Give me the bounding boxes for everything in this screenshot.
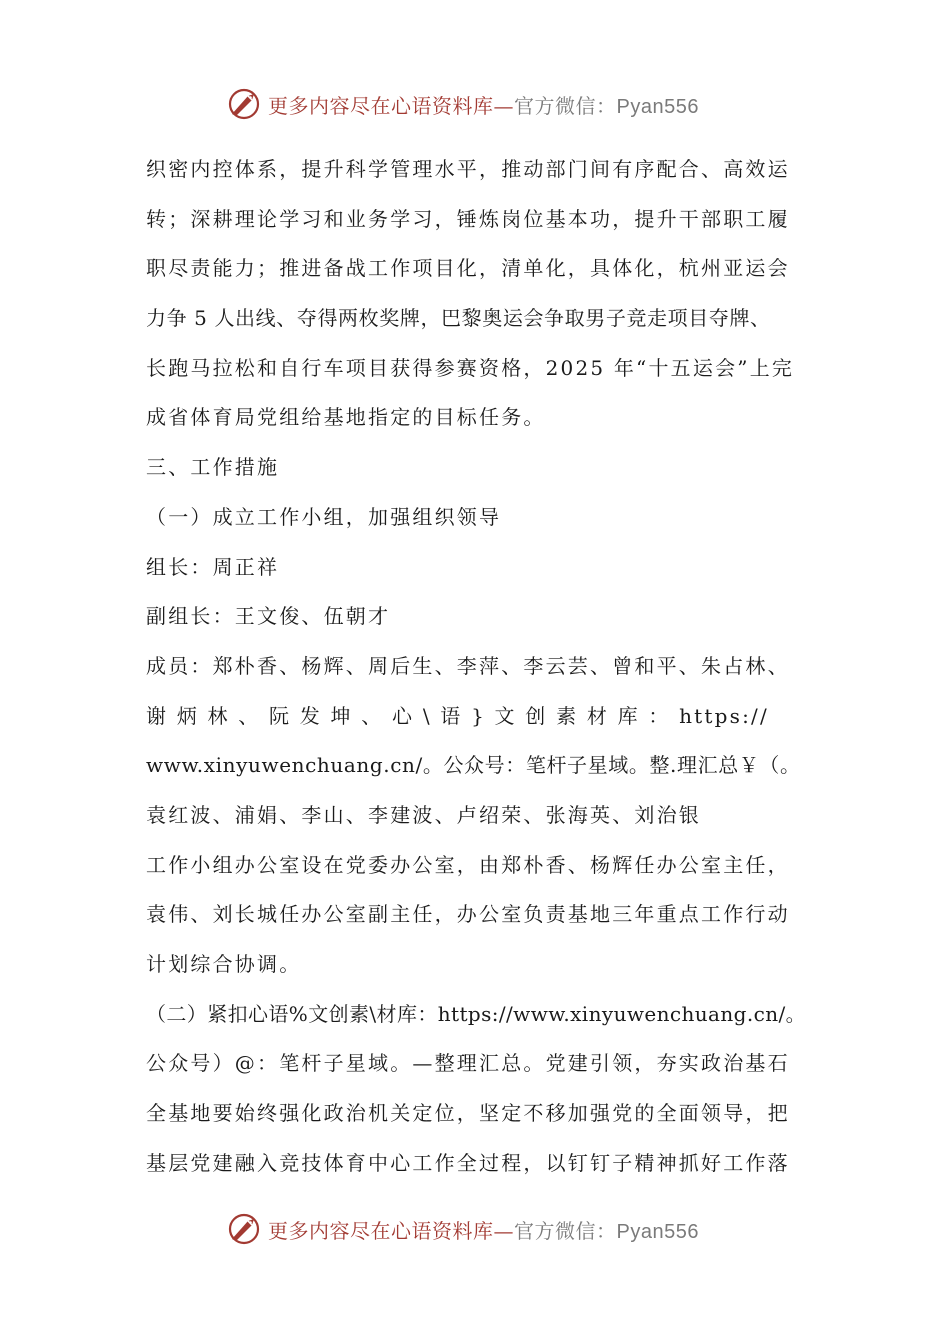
body-line: 基层党建融入竞技体育中心工作全过程，以钉钉子精神抓好工作落 bbox=[146, 1150, 790, 1175]
pen-nib-logo-icon bbox=[226, 1211, 262, 1247]
document-body bbox=[146, 145, 806, 1188]
body-line: 袁伟、刘长城任办公室副主任，办公室负责基地三年重点工作行动 bbox=[146, 902, 790, 927]
banner-text bbox=[268, 90, 699, 119]
banner-brand: 更多内容尽在心语资料库 bbox=[268, 1218, 494, 1243]
subsection-heading: （二）紧扣心语%文创素\材库：https://www.xinyuwenchuang.cn/。 bbox=[146, 1001, 807, 1026]
pen-nib-logo-icon bbox=[226, 86, 262, 122]
footer-banner bbox=[226, 1209, 746, 1249]
body-line: www.xinyuwenchuang.cn/。公众号：笔杆子星域。整.理汇总￥（。 bbox=[146, 753, 801, 778]
banner-dash: — bbox=[493, 1218, 514, 1243]
subsection-heading: （一）成立工作小组，加强组织领导 bbox=[146, 504, 502, 529]
body-line: 工作小组办公室设在党委办公室，由郑朴香、杨辉任办公室主任， bbox=[146, 852, 790, 877]
banner-brand: 更多内容尽在心语资料库 bbox=[268, 93, 494, 118]
body-line: 力争 5 人出线、夺得两枚奖牌，巴黎奥运会争取男子竞走项目夺牌、 bbox=[146, 306, 771, 331]
body-line: 公众号）@：笔杆子星域。—整理汇总。党建引领，夯实政治基石 bbox=[146, 1051, 790, 1076]
section-heading: 三、工作措施 bbox=[146, 455, 280, 480]
banner-wechat-label: 官方微信： bbox=[514, 1220, 617, 1243]
body-line: 全基地要始终强化政治机关定位，坚定不移加强党的全面领导，把 bbox=[146, 1101, 790, 1126]
body-line: 转；深耕理论学习和业务学习，锤炼岗位基本功，提升干部职工履 bbox=[146, 206, 790, 231]
banner-wechat-label: 官方微信： bbox=[514, 95, 617, 118]
body-line: 袁红波、浦娟、李山、李建波、卢绍荣、张海英、刘治银 bbox=[146, 802, 701, 827]
body-line: 职尽责能力；推进备战工作项目化，清单化，具体化，杭州亚运会 bbox=[146, 256, 790, 281]
body-line: 长跑马拉松和自行车项目获得参赛资格，2025 年“十五运会”上完 bbox=[146, 355, 795, 380]
body-line: 成省体育局党组给基地指定的目标任务。 bbox=[146, 405, 546, 430]
body-line-spaced: 谢 炳 林 、 阮 发 坤 、 心 \ 语 } 文 创 素 材 库 ： https:// bbox=[146, 703, 769, 728]
body-line: 组长：周正祥 bbox=[146, 554, 280, 579]
body-line: 成员：郑朴香、杨辉、周后生、李萍、李云芸、曾和平、朱占林、 bbox=[146, 653, 790, 678]
body-line: 计划综合协调。 bbox=[146, 952, 302, 976]
body-line: 织密内控体系，提升科学管理水平，推动部门间有序配合、高效运 bbox=[146, 157, 790, 181]
body-line: 副组长：王文俊、伍朝才 bbox=[146, 604, 391, 629]
banner-text bbox=[268, 1215, 699, 1244]
banner-dash: — bbox=[493, 93, 514, 118]
banner-wechat-id: Pyan556 bbox=[616, 1220, 699, 1243]
header-banner bbox=[226, 84, 746, 124]
banner-wechat-id: Pyan556 bbox=[616, 95, 699, 118]
